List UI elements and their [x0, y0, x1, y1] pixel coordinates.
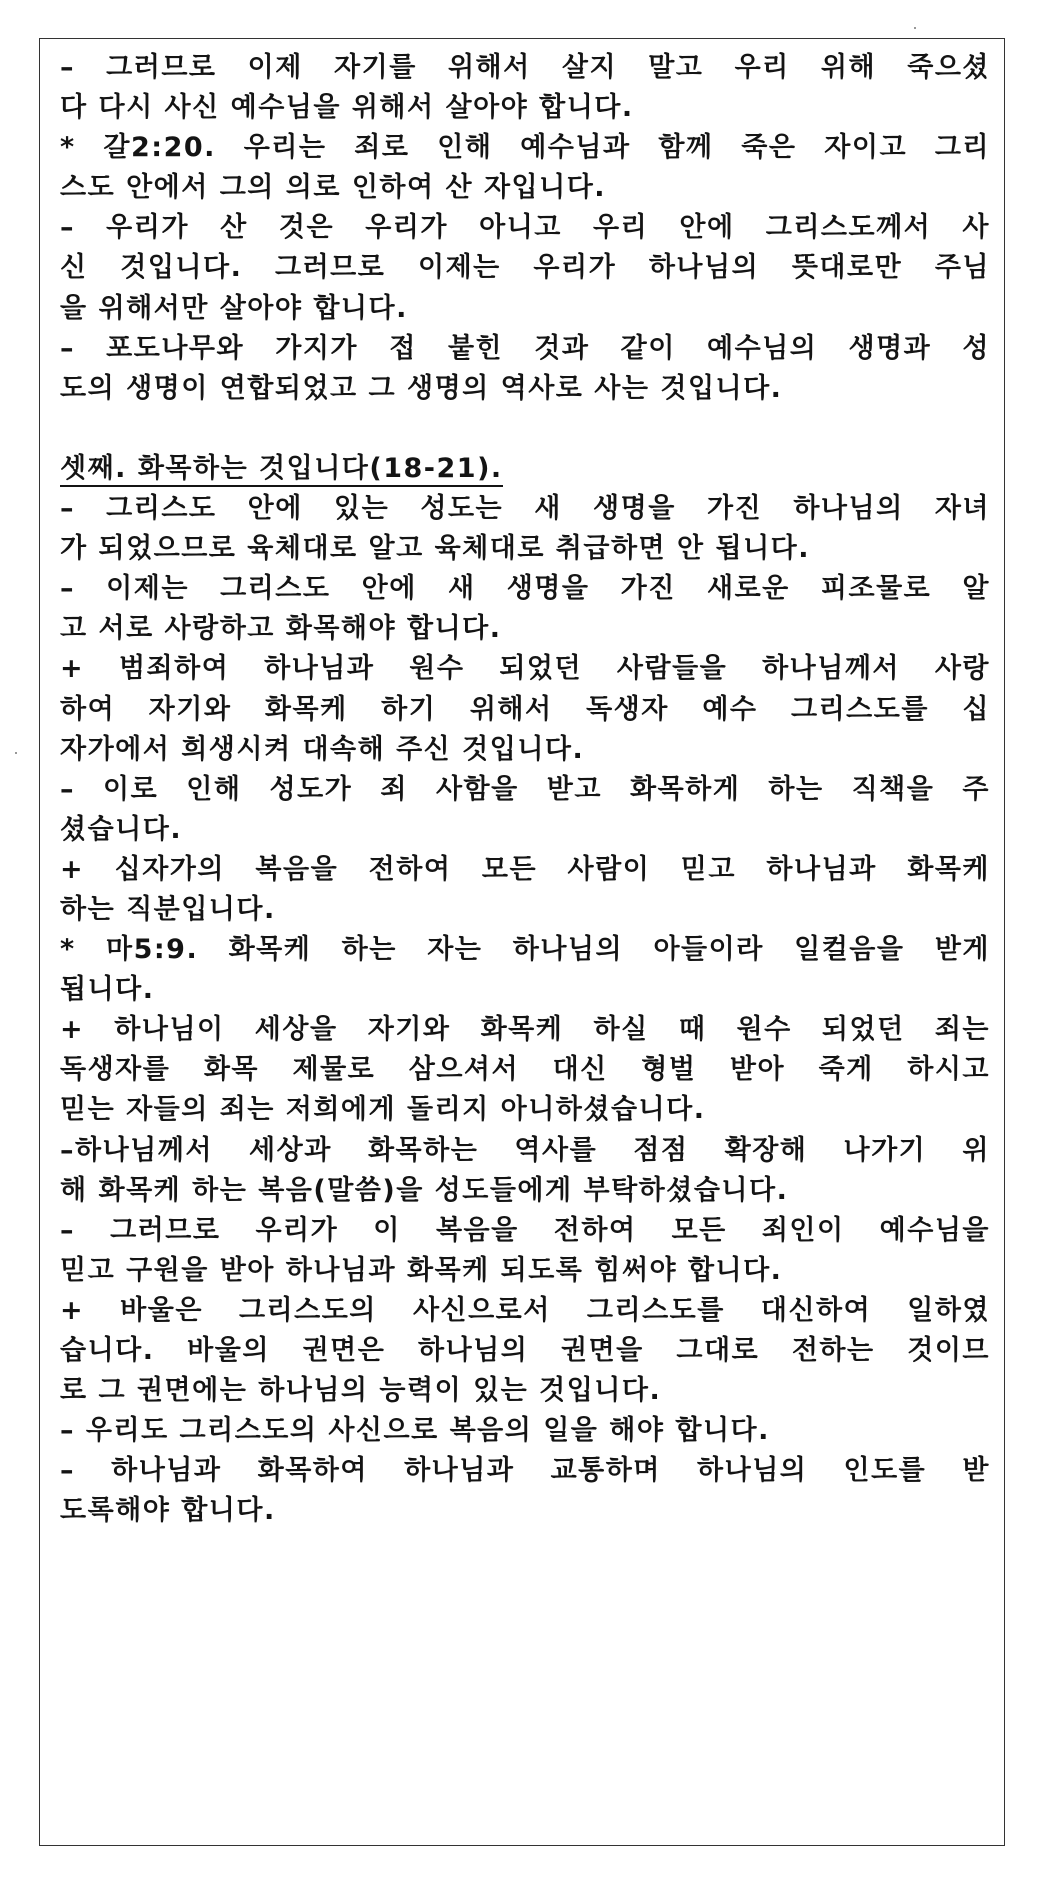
- text-line: – 그러므로 이제 자기를 위해서 살지 말고 우리 위해 죽으셨: [60, 52, 990, 83]
- text-line: 믿는 자들의 죄는 저희에게 돌리지 아니하셨습니다.: [60, 1094, 706, 1126]
- text-line: 해 화목케 하는 복음(말씀)을 성도들에게 부탁하셨습니다.: [60, 1174, 789, 1206]
- text-line: + 십자가의 복음을 전하여 모든 사람이 믿고 하나님과 화목케: [60, 853, 990, 885]
- text-line: 도의 생명이 연합되었고 그 생명의 역사로 사는 것입니다.: [60, 372, 783, 404]
- text-line: 다 다시 사신 예수님을 위해서 살아야 합니다.: [60, 92, 634, 124]
- text-line: * 마5:9. 화목케 하는 자는 하나님의 아들이라 일컬음을 받게: [60, 934, 990, 966]
- text-line: – 하나님과 화목하여 하나님과 교통하며 하나님의 인도를 받: [60, 1455, 990, 1487]
- text-line: 신 것입니다. 그러므로 이제는 우리가 하나님의 뜻대로만 주님: [60, 252, 990, 284]
- text-line: 고 서로 사랑하고 화목해야 합니다.: [60, 613, 502, 645]
- section-heading-text: 셋째. 화목하는 것입니다(18-21).: [60, 453, 503, 487]
- blank-line: [60, 409, 990, 449]
- text-line: 하는 직분입니다.: [60, 893, 276, 925]
- text-line: 믿고 구원을 받아 하나님과 화목케 되도록 힘써야 합니다.: [60, 1254, 783, 1286]
- scan-speck: [914, 27, 916, 29]
- scan-speck: [15, 752, 17, 754]
- text-line: –하나님께서 세상과 화목하는 역사를 점점 확장해 나가기 위: [60, 1134, 990, 1166]
- text-line: 자가에서 희생시켜 대속해 주신 것입니다.: [60, 733, 585, 765]
- text-line: + 하나님이 세상을 자기와 화목케 하실 때 원수 되었던 죄는: [60, 1014, 990, 1046]
- text-line: 가 되었으므로 육체대로 알고 육체대로 취급하면 안 됩니다.: [60, 533, 811, 565]
- text-line: + 범죄하여 하나님과 원수 되었던 사람들을 하나님께서 사랑: [60, 653, 990, 685]
- text-line: – 이로 인해 성도가 죄 사함을 받고 화목하게 하는 직책을 주: [60, 773, 990, 805]
- text-line: 을 위해서만 살아야 합니다.: [60, 292, 408, 324]
- text-line: 습니다. 바울의 권면은 하나님의 권면을 그대로 전하는 것이므: [60, 1335, 990, 1366]
- text-line: – 우리가 산 것은 우리가 아니고 우리 안에 그리스도께서 사: [60, 212, 990, 244]
- text-line: – 그리스도 안에 있는 성도는 새 생명을 가진 하나님의 자녀: [60, 493, 990, 525]
- text-line: 독생자를 화목 제물로 삼으셔서 대신 형벌 받아 죽게 하시고: [60, 1054, 990, 1086]
- text-line: 로 그 권면에는 하나님의 능력이 있는 것입니다.: [60, 1375, 662, 1407]
- section-heading: [60, 449, 990, 489]
- text-line: – 이제는 그리스도 안에 새 생명을 가진 새로운 피조물로 알: [60, 573, 990, 605]
- text-line: – 우리도 그리스도의 사신으로 복음의 일을 해야 합니다.: [60, 1415, 770, 1447]
- text-line: * 갈2:20. 우리는 죄로 인해 예수님과 함께 죽은 자이고 그리: [60, 132, 990, 164]
- text-line: – 포도나무와 가지가 접 붙힌 것과 같이 예수님의 생명과 성: [60, 332, 990, 364]
- text-line: – 그러므로 우리가 이 복음을 전하여 모든 죄인이 예수님을: [60, 1214, 990, 1246]
- text-line: 도록해야 합니다.: [60, 1495, 276, 1527]
- text-line: 하여 자기와 화목케 하기 위해서 독생자 예수 그리스도를 십: [60, 693, 990, 725]
- text-line: 됩니다.: [60, 974, 155, 1006]
- sermon-text: [60, 48, 990, 1531]
- text-line: 셨습니다.: [60, 813, 183, 845]
- text-line: + 바울은 그리스도의 사신으로서 그리스도를 대신하여 일하였: [60, 1294, 990, 1326]
- text-line: 스도 안에서 그의 의로 인하여 산 자입니다.: [60, 172, 607, 204]
